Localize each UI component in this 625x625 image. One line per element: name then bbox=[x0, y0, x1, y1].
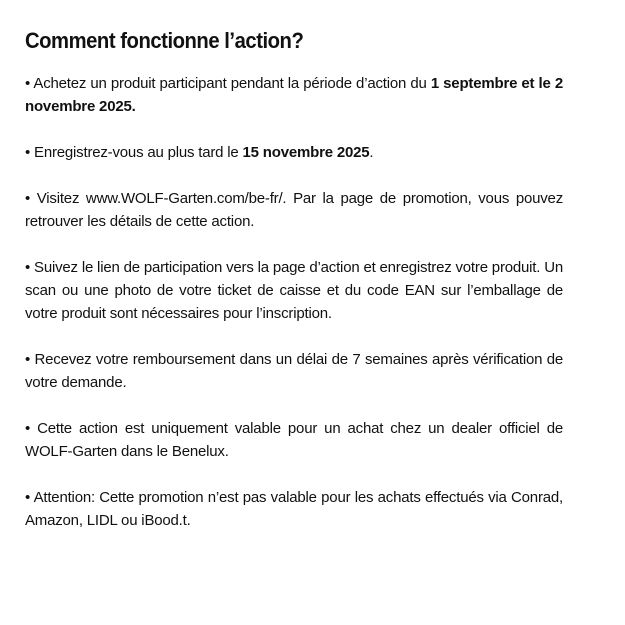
list-item bbox=[25, 187, 563, 233]
list-item bbox=[25, 348, 563, 394]
list-item-bold: 1 septembre et le 2 novembre 2025. bbox=[25, 75, 563, 115]
instruction-list bbox=[25, 72, 563, 532]
list-item bbox=[25, 141, 563, 164]
list-item-text: • Attention: Cette promotion n’est pas valable pour les achats effectués via Conrad, Amazon, LIDL ou iBood.t. bbox=[25, 489, 563, 529]
list-item-text-end: . bbox=[369, 144, 374, 161]
page-title: Comment fonctionne l’action? bbox=[25, 28, 304, 53]
list-item-text: • Visitez www.WOLF-Garten.com/be-fr/. Par la page de promotion, vous pouvez retrouver les détails de cette action. bbox=[25, 190, 563, 230]
list-item-text: • Suivez le lien de participation vers la page d’action et enregistrez votre produit. Un scan ou une photo de votre ticket de caisse et du code EAN sur l’emballage de votre produit sont nécessaires pour l’inscription. bbox=[25, 259, 563, 322]
list-item bbox=[25, 256, 563, 325]
list-item-text: • Enregistrez-vous au plus tard le bbox=[25, 144, 243, 161]
list-item bbox=[25, 72, 563, 118]
list-item-text: • Cette action est uniquement valable pour un achat chez un dealer officiel de WOLF-Garten dans le Benelux. bbox=[25, 420, 563, 460]
list-item bbox=[25, 417, 563, 463]
list-item-bold: 15 novembre 2025 bbox=[242, 144, 370, 161]
list-item bbox=[25, 486, 563, 532]
page bbox=[25, 26, 563, 555]
list-item-text: • Recevez votre remboursement dans un délai de 7 semaines après vérification de votre demande. bbox=[25, 351, 563, 391]
list-item-text: • Achetez un produit participant pendant la période d’action du bbox=[25, 75, 431, 92]
